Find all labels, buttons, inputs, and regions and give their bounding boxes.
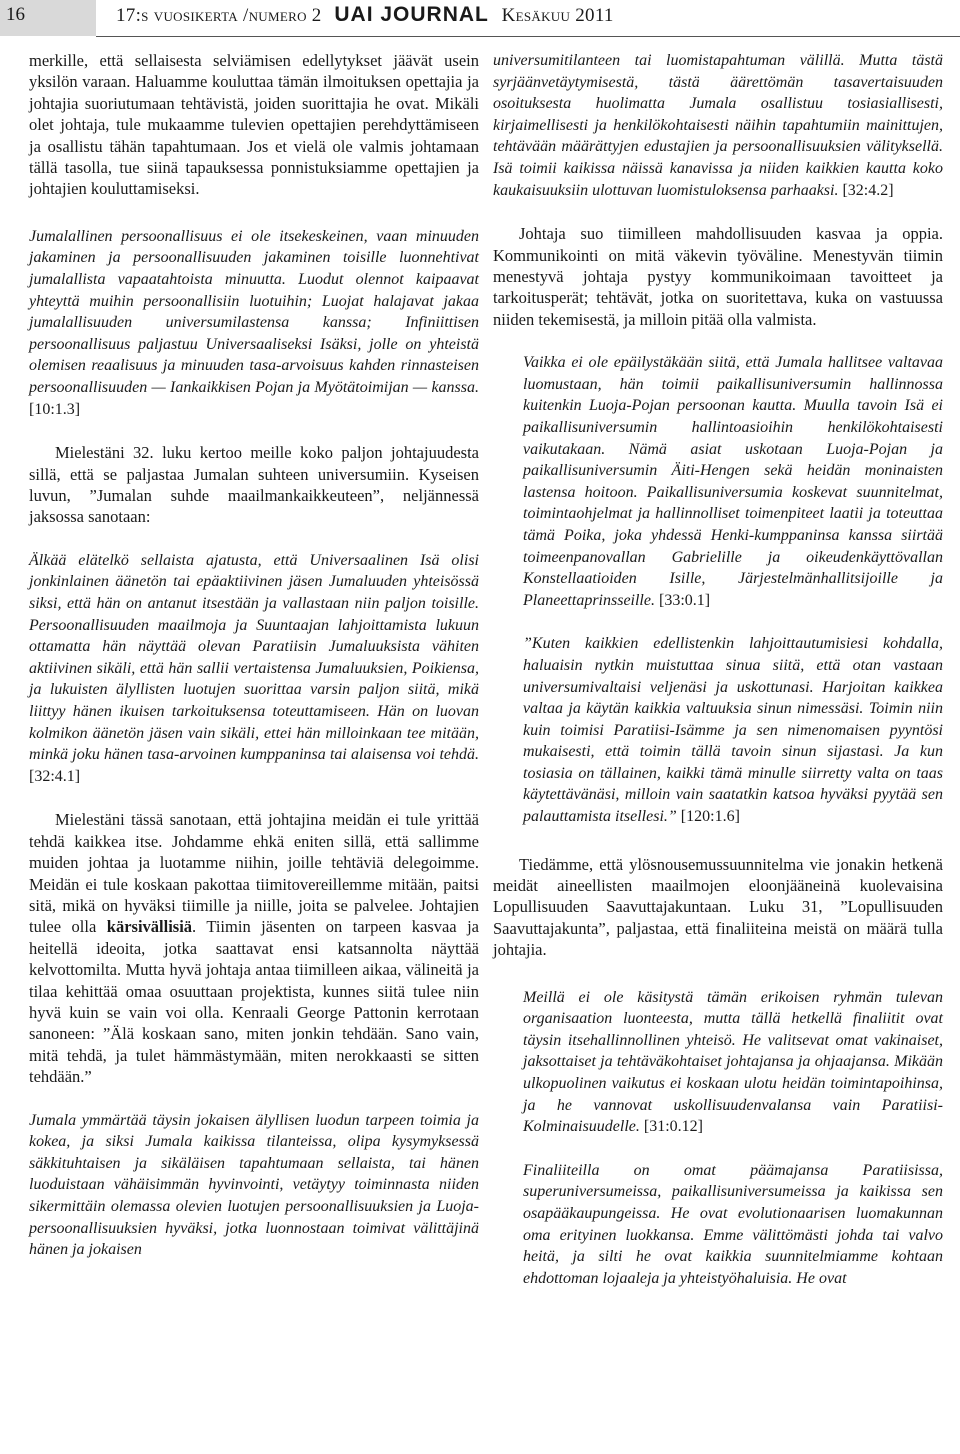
quote-reference: [33:0.1]	[658, 591, 711, 609]
paragraph	[29, 809, 479, 1087]
right-column	[493, 50, 943, 1289]
quote-block	[493, 50, 943, 201]
quote-reference: [120:1.6]	[680, 808, 740, 826]
running-head	[96, 0, 960, 37]
issue-date: Kesäkuu 2011	[501, 5, 614, 26]
quote-reference: [32:4.2]	[842, 181, 894, 199]
issue-label: 17:s vuosikerta /numero 2	[116, 5, 322, 26]
quote-reference: [32:4.1]	[29, 767, 81, 785]
quote-block	[493, 633, 943, 827]
left-column	[29, 50, 479, 1261]
paragraph: Johtaja suo tiimilleen mahdollisuuden kasvaa ja oppia. Kommunikointi on mitä väkevin työväline. Menestyvän tiimin menestyvä johtaja pystyy kommunikoimaan tavoitteet ja tarkoitusperät; tehtävät, jotka on suoritettava, kuka on vastuussa niiden tekemisestä, ja milloin pitää olla valmista.	[493, 224, 943, 329]
quote-reference: [10:1.3]	[29, 400, 81, 418]
quote-block: Jumala ymmärtää täysin jokaisen älyllisen luodun tarpeen toimia ja kokea, ja siksi Jumala kaikissa tilanteissa, olipa kysymyksessä säkkituhtaisen ja sikäläisen tapahtumaan sellaista, tai hänen luoduistaan vähäisimmän hyvinvointi, vetäytyy toiminnasta niiden sikermittäin olemassa olevien luotujen persoonallisuuksien ja Luoja-persoonallisuuksien hyväksi, jotka luonnostaan toimivat välittäjinä hänen ja jokaisen	[29, 1111, 479, 1259]
paragraph-text: Mielestäni tässä sanotaan, että johtajina meidän ei tule yrittää tehdä kaikkea itse. Johdamme ehkä eniten sillä, että sallimme muiden johtaa ja luotamme niihin, joille tehtäviä delegoimme. Meidän ei tule koskaan pakottaa tiimitovereillemme mitään, paitsi sitä, mikä on hyväksi tiimille ja niille, joita se palvelee. Johtajien tulee olla	[29, 810, 479, 937]
quote-text: ”Kuten kaikkien edellistenkin lahjoittautumisiesi kohdalla, haluaisin nytkin muistuttaa sinua siitä, että otan vastaan universumivaltaisi veljenäsi ja uskottunasi. Harjoitan kaikkea valtaa ja käytän kaikkia valtuuksia sinun nimessäsi. Toimin niin kuin toimisi Paratiisi-Isämme ja sen nimenomaisen pyyntösi mukaisesti, että toimin tällä tavoin sinun sijastasi. Ja kun tosiasia on tällainen, kaikki tämä minulle siirretty valta on taas käytettävänäsi, milloin vain saatatkin katsoa hyväksi pyytää sen palauttamista itsellesi.”	[523, 635, 943, 826]
quote-block	[29, 226, 479, 420]
paragraph: Tiedämme, että ylösnousemussuunnitelma vie jonakin hetkenä meidät aineellisten maailmojen eloonjääneinä kuolevaisina Lopullisuuden Saavuttajakuntaan. Luku 31, ”Lopullisuuden Saavuttajakunta”, paljastaa, että finaliiteina meistä on määrä tulla johtajia.	[493, 854, 943, 960]
quote-block	[493, 987, 943, 1138]
quote-block	[493, 352, 943, 611]
quote-text: Älkää elätelkö sellaista ajatusta, että Universaalinen Isä olisi jonkinlainen äänetön tai epäaktiivinen jäsen Jumaluuden yhteisössä siksi, että hän on antanut itsestään ja vallastaan niin paljon toisille. Persoonallisuuden maailmoja ja Suuntaajan lahjoittamista lukuun ottamatta hän näyttää olevan Paratiisin Jumaluuksista vähiten aktiivinen sikäli, että hän sallii vertaistensa Jumaluuksien, Poikiensa, ja lukuisten älyllisten luotujen suorittaa varsin paljon siitä, mikä liittyy hänen ikuisen tarkoituksensa toteuttamiseen. Hän on luovan kolmikon äänetön jäsen vain sikäli, ettei hän milloinkaan tee mitään, minkä joku hänen tasa-arvoinen kumppaninsa tai alaisensa voi tehdä.	[29, 551, 479, 764]
journal-title: UAI JOURNAL	[334, 3, 489, 26]
quote-block: Finaliiteilla on omat päämajansa Paratiisissa, superuniversumeissa, paikallisuniversumeissa ja kaikissa sen osapääkaupungeissa. He ovat evolutionaarisen luomakunnan oma erityinen luokkansa. Emme välittömästi johda tai valvo heitä, ja silti he ovat kaikkia suunnitelmiamme kohtaan ehdottoman lojaaleja ja yhteistyöhaluisia. He ovat	[523, 1161, 943, 1287]
quote-reference: [31:0.12]	[643, 1118, 703, 1136]
paragraph: Mielestäni 32. luku kertoo meille koko paljon johtajuudesta sillä, että se paljastaa Jumalan suhteen universumiin. Kyseisen luvun, ”Jumalan suhde maailmankaikkeuteen”, neljännessä jaksossa sanotaan:	[29, 443, 479, 527]
quote-text: Meillä ei ole käsitystä tämän erikoisen ryhmän tulevan organisaation luonteesta, mutta tällä hetkellä finaliitit ovat täysin itsehallinnollinen yhteisö. He valitsevat omat vakinaiset, jaksottaiset ja tehtäväkohtaiset johtajansa ja ohjaajansa. Mikään ulkopuolinen vaikutus ei koskaan ulotu heidän toimintapoihinsa, ja he vannovat uskollisuudenvalansa vain Paratiisi-Kolminaisuudelle.	[523, 988, 943, 1136]
paragraph-text: . Tiimin jäsenten on tarpeen kasvaa ja heitellä ideoita, jotka saattavat ensi katsannolta näyttää kelvottomilta. Mutta hyvä johtaja antaa tiimilleen aikaa, välineitä ja tilaa kehittää omaa osuuttaan projektista, kunnes siitä tulee niin hyvä kuin se vain voi olla. Kenraali George Pattonin kerrotaan sanoneen: ”Älä koskaan sano, miten jonkin tehdään. Sano vain, mitä tehdä, ja tulet hämmästymään, miten nerokkaasti se sitten tehdään.”	[29, 917, 480, 1087]
page-number: 16	[0, 0, 96, 36]
quote-block	[29, 550, 479, 788]
page-header	[0, 0, 960, 36]
quote-text: Jumalallinen persoonallisuus ei ole itsekeskeinen, vaan minuuden jakaminen ja persoonallisuuden jakaminen toisille luonnehtivat jumalallista vapaatahtoista minuutta. Luodut olennot kaipaavat yhteyttä muihin persoonallisiin luotuihin; Luojat halajavat jakaa jumalallisuuden universumilastensa kanssa; Infiniittisen persoonallisuus paljastuu Universaaliseksi Isäksi, jolle on yhteistä olemisen reaalisuus ja minuuden tasa-arvoisuus kahden rinnasteisen persoonallisuuden — Iankaikkisen Pojan ja Myötätoimijan — kanssa.	[29, 227, 479, 396]
quote-text: Vaikka ei ole epäilystäkään siitä, että Jumala hallitsee valtavaa luomustaan, hän toimii paikallisuniversumin hallinnossa kuitenkin Luoja-Pojan persoonan kautta. Muulla tavoin Isä ei paikallisuniversumin hallintoasioihin henkilökohtaisesti vaikutakaan. Nämä asiat uskotaan Luoja-Pojan ja paikallisuniversumin Äiti-Hengen sekä heidän moninaisten lastensa hoitoon. Paikallisuniversumia koskevat suunnitelmat, toimintaohjelmat ja hallinnolliset toimenpiteet laatii ja toteuttaa tämä Poika, joka yhdessä Henki-kumppaninsa kanssa siirtää toimeenpanovallan Gabrielille ja oikeudenkäyttövallan Konstellaatioiden Isille, Järjestelmänhallitsijoille ja Planeettaprinsseille.	[523, 354, 943, 609]
quote-text: universumitilanteen tai luomistapahtuman välillä. Mutta tästä syrjäänvetäytymisestä, tästä äärettömän tasavertaisuuden osoituksesta huolimatta Jumala osallistuu tosiasiallisesti, kirjaimellisesti ja henkilökohtaisesti näihin tapahtumiin mainittujen, tehtävään määrättyjen edustajien ja persoonallisuuksien välityksellä. Isä toimii kaikissa näissä kanavissa ja niiden kaikkien kautta koko kaukaisuuksiin ulottuvan luomistuloksensa parhaaksi.	[493, 52, 943, 199]
paragraph: merkille, että sellaisesta selviämisen edellytykset jäävät usein yksilön varaan. Haluamme kouluttaa tämän ilmoituksen opettajia ja johtajia suoriutumaan tehtävistä, joiden suorittajia he ovat. Mikäli olet johtaja, tule mukaamme tulevien opettajien perehdyttämiseen ja osallistu tähän tapahtumaan. Jos et vielä ole valmis johtamaan tällä tasolla, tue siinä tapauksessa ponnistuksiamme opettajien ja johtajien kouluttamiseksi.	[29, 51, 479, 199]
emphasis-text: kärsivällisiä	[106, 917, 193, 937]
